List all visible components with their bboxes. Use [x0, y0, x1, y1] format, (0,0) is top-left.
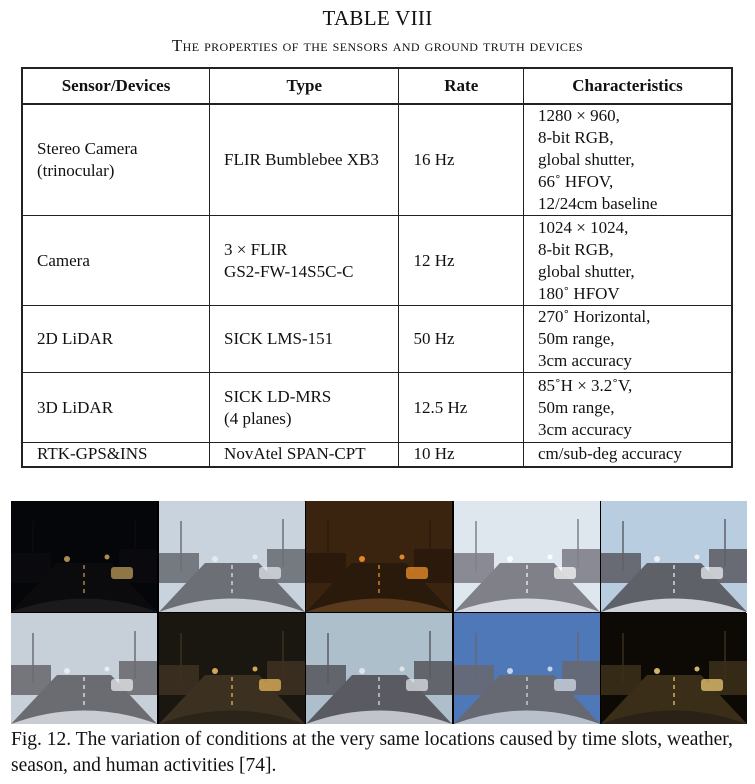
sensor-line: 2D LiDAR	[37, 329, 114, 348]
street-photo-night-lights	[601, 613, 747, 724]
characteristics-line: 3cm accuracy	[538, 351, 632, 370]
parked-car	[701, 679, 723, 691]
parked-car	[554, 567, 576, 579]
sensor-cell	[22, 216, 210, 306]
table-caption: The properties of the sensors and ground truth devices	[171, 36, 584, 55]
light-source	[252, 667, 257, 672]
sensor-properties-table	[21, 67, 733, 468]
characteristics-cell	[524, 373, 732, 443]
type-line: GS2-FW-14S5C-C	[224, 261, 354, 281]
light-source	[64, 556, 70, 562]
street-photo-bright-day	[454, 501, 600, 612]
characteristics-line: global shutter,	[538, 261, 635, 281]
rate-cell: 50 Hz	[399, 306, 524, 373]
characteristics-line: global shutter,	[538, 150, 635, 169]
characteristics-line: 3cm accuracy	[538, 419, 632, 439]
characteristics-line: 50m range,	[538, 329, 615, 348]
light-source	[212, 556, 218, 562]
sensor-cell	[22, 373, 210, 443]
light-source	[64, 668, 70, 674]
street-photo-image	[601, 613, 747, 724]
light-source	[507, 668, 513, 674]
rate-cell: 12 Hz	[399, 216, 524, 306]
characteristics-line: 1024 × 1024,	[538, 217, 629, 237]
street-photo-image	[11, 613, 157, 724]
table-header-row	[22, 68, 732, 104]
street-photo-night	[11, 501, 157, 612]
street-photo-image	[454, 613, 600, 724]
characteristics-line: 270˚ Horizontal,	[538, 307, 651, 326]
street-photo-image	[306, 501, 452, 612]
characteristics-cell	[524, 104, 732, 216]
light-source	[695, 667, 700, 672]
street-photo-image	[11, 501, 157, 612]
type-line: SICK LMS-151	[224, 329, 334, 348]
table-row	[22, 216, 732, 306]
light-source	[105, 667, 110, 672]
type-cell	[210, 216, 399, 306]
parked-car	[259, 567, 281, 579]
light-source	[359, 668, 365, 674]
light-source	[359, 556, 365, 562]
characteristics-cell	[524, 443, 732, 467]
header-type: Type	[210, 68, 399, 104]
light-source	[252, 555, 257, 560]
type-cell	[210, 306, 399, 373]
parked-car	[554, 679, 576, 691]
table-row	[22, 443, 732, 467]
street-photo-image	[454, 501, 600, 612]
light-source	[695, 555, 700, 560]
street-photo-blue-sky-day	[454, 613, 600, 724]
street-photo-winter-day	[11, 613, 157, 724]
characteristics-line: 8-bit RGB,	[538, 239, 614, 259]
table-number: TABLE VIII	[322, 6, 433, 30]
characteristics-line: 1280 × 960,	[538, 106, 620, 125]
light-source	[212, 668, 218, 674]
condition-photo-mosaic	[11, 501, 746, 724]
type-cell	[210, 104, 399, 216]
street-photo-image	[601, 501, 747, 612]
type-line: NovAtel SPAN-CPT	[224, 444, 366, 464]
sensor-line: Stereo Camera	[37, 139, 138, 158]
street-photo-image	[159, 613, 305, 724]
table-row	[22, 306, 732, 373]
sensor-cell	[22, 104, 210, 216]
characteristics-line: 180˚ HFOV	[538, 283, 620, 303]
type-cell	[210, 443, 399, 467]
rate-cell: 16 Hz	[399, 104, 524, 216]
characteristics-line: cm/sub-deg accuracy	[538, 444, 682, 464]
parked-car	[406, 679, 428, 691]
parked-car	[111, 679, 133, 691]
header-characteristics: Characteristics	[524, 68, 732, 104]
light-source	[105, 555, 110, 560]
light-source	[654, 556, 660, 562]
street-photo-sunny-day	[601, 501, 747, 612]
type-line: SICK LD-MRS	[224, 386, 332, 406]
parked-car	[701, 567, 723, 579]
type-line: FLIR Bumblebee XB3	[224, 150, 379, 169]
sensor-line: (trinocular)	[37, 161, 115, 180]
figure-caption: Fig. 12. The variation of conditions at the very same locations caused by time slots, weather, season, and human activities [74].	[11, 729, 733, 776]
street-photo-day-parked-cars	[306, 613, 452, 724]
header-sensor-devices: Sensor/Devices	[22, 68, 210, 104]
street-photo-image	[159, 501, 305, 612]
light-source	[547, 555, 552, 560]
table-row	[22, 104, 732, 216]
rate-cell: 12.5 Hz	[399, 373, 524, 443]
rate-cell: 10 Hz	[399, 443, 524, 467]
light-source	[400, 667, 405, 672]
type-line: (4 planes)	[224, 408, 292, 428]
table-row	[22, 373, 732, 443]
sensor-cell	[22, 443, 210, 467]
street-photo-dusk-street-lights	[159, 613, 305, 724]
light-source	[400, 555, 405, 560]
characteristics-cell	[524, 216, 732, 306]
characteristics-line: 12/24cm baseline	[538, 194, 658, 213]
light-source	[654, 668, 660, 674]
sensor-line: 3D LiDAR	[37, 397, 114, 417]
characteristics-line: 50m range,	[538, 397, 615, 417]
type-line: 3 × FLIR	[224, 239, 288, 259]
street-photo-image	[306, 613, 452, 724]
characteristics-line: 85˚H × 3.2˚V,	[538, 375, 633, 395]
light-source	[507, 556, 513, 562]
parked-car	[406, 567, 428, 579]
sensor-cell	[22, 306, 210, 373]
street-photo-overcast-day	[159, 501, 305, 612]
street-photo-rain-night-glare	[306, 501, 452, 612]
parked-car	[111, 567, 133, 579]
light-source	[547, 667, 552, 672]
sensor-line: Camera	[37, 250, 90, 270]
characteristics-cell	[524, 306, 732, 373]
sensor-line: RTK-GPS&INS	[37, 444, 148, 464]
type-cell	[210, 373, 399, 443]
parked-car	[259, 679, 281, 691]
characteristics-line: 66˚ HFOV,	[538, 172, 614, 191]
characteristics-line: 8-bit RGB,	[538, 128, 614, 147]
header-rate: Rate	[399, 68, 524, 104]
